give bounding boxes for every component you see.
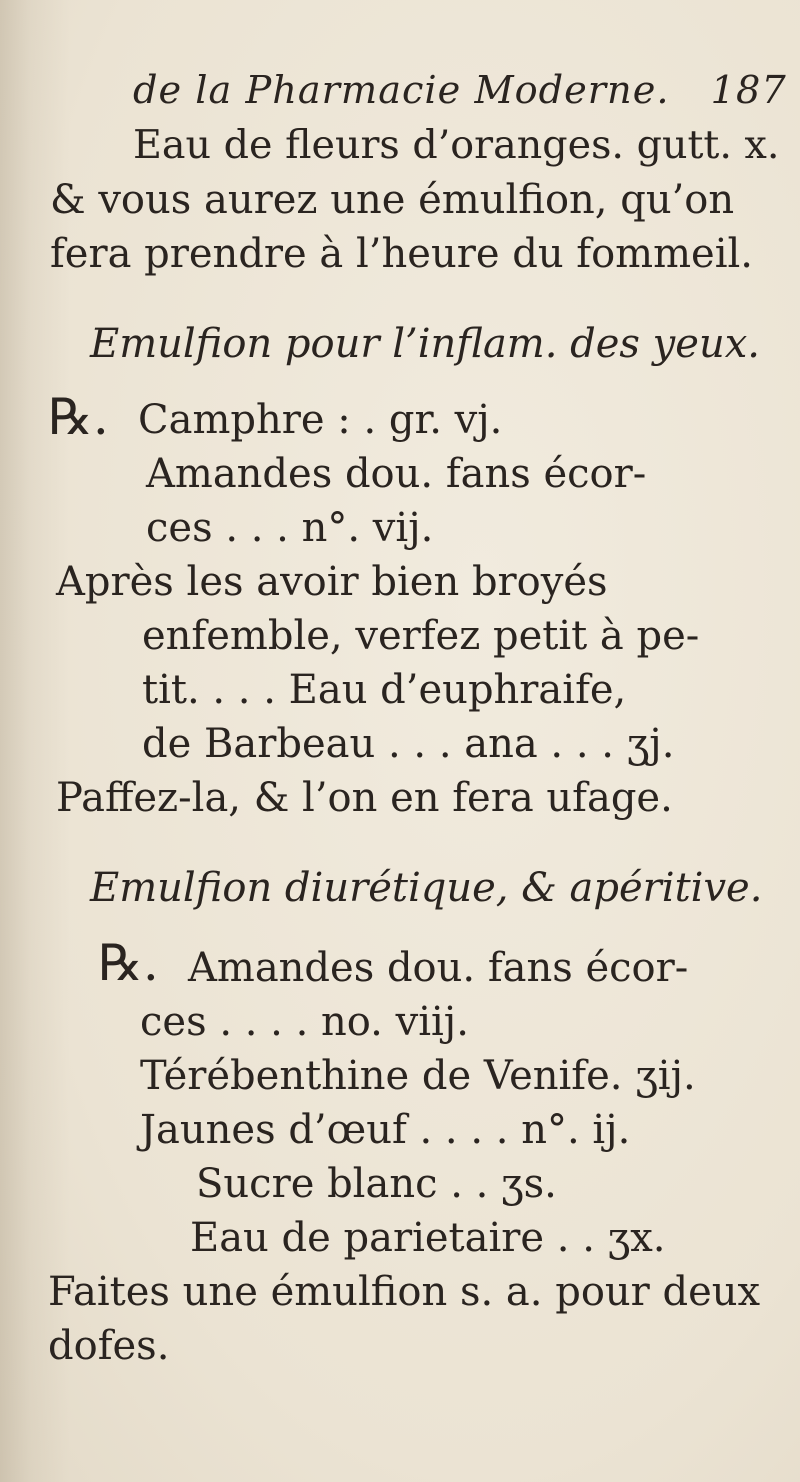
section2-instruction-5: Paffez-la, & l’on en fera ufage. bbox=[56, 775, 673, 821]
section3-closing-2: dofes. bbox=[48, 1323, 170, 1369]
running-title: de la Pharmacie Moderne. bbox=[133, 68, 670, 113]
section1-line-1: Eau de fleurs d’oranges. gutt. x. bbox=[133, 122, 780, 168]
section3-ingredient-1: Amandes dou. fans écor- bbox=[188, 945, 689, 991]
section2-ingredient-3: ces . . . n°. vij. bbox=[146, 505, 434, 551]
section3-ingredient-4: Jaunes d’œuf . . . . n°. ij. bbox=[140, 1107, 631, 1153]
section2-ingredient-2: Amandes dou. fans écor- bbox=[146, 451, 647, 497]
rx-icon: ℞. bbox=[48, 388, 109, 446]
section2-instruction-3: tit. . . . Eau d’euphraife, bbox=[142, 667, 627, 713]
rx-icon: ℞. bbox=[98, 934, 159, 992]
section2-instruction-2: enfemble, verfez petit à pe- bbox=[142, 613, 700, 659]
section3-closing-1: Faites une émulfion s. a. pour deux bbox=[48, 1269, 761, 1315]
section1-line-2: & vous aurez une émulfion, qu’on bbox=[50, 177, 735, 223]
section2-ingredient-1: Camphre : . gr. vj. bbox=[138, 397, 503, 443]
section3-ingredient-3: Térébenthine de Venife. ʒij. bbox=[140, 1053, 696, 1099]
running-header bbox=[133, 68, 787, 113]
section3-ingredient-6: Eau de parietaire . . ʒx. bbox=[190, 1215, 666, 1261]
section3-title: Emulfion diurétique, & apéritive. bbox=[90, 865, 763, 911]
section2-title: Emulfion pour l’inflam. des yeux. bbox=[90, 321, 760, 367]
section2-instruction-1: Après les avoir bien broyés bbox=[56, 559, 608, 605]
page-number: 187 bbox=[710, 68, 787, 113]
section2-instruction-4: de Barbeau . . . ana . . . ʒj. bbox=[142, 721, 675, 767]
section3-ingredient-2: ces . . . . no. viij. bbox=[140, 999, 469, 1045]
section3-ingredient-5: Sucre blanc . . ʒs. bbox=[196, 1161, 557, 1207]
section1-line-3: fera prendre à l’heure du fommeil. bbox=[50, 231, 754, 277]
